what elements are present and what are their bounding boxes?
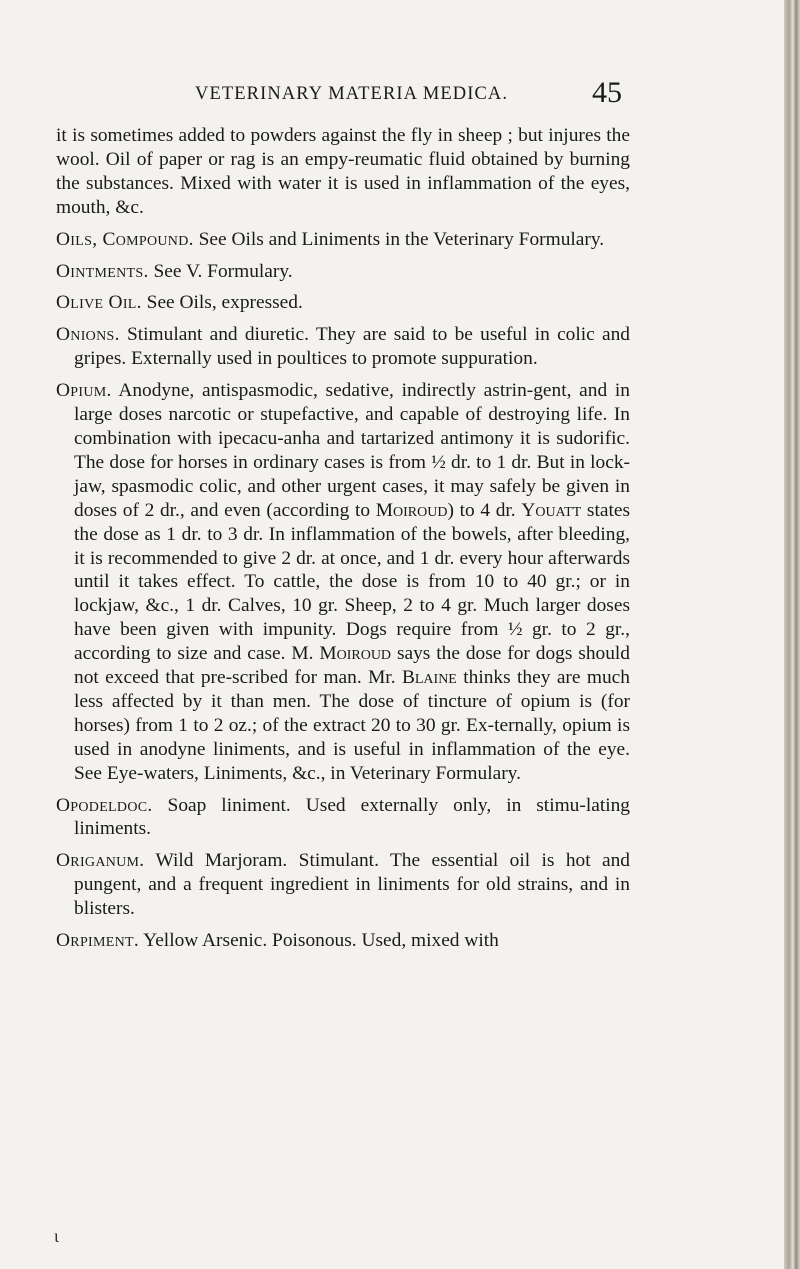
entry-headword: Origanum. [56, 850, 145, 872]
entry-headword: Oils, Compound. [56, 228, 194, 250]
entry-text: ) to 4 dr. [447, 499, 516, 521]
page-number: 45 [592, 76, 622, 109]
entry-text: See V. Formulary. [153, 260, 293, 282]
entry-text: it is sometimes added to powders against the fly in sheep ; but injures the wool. Oil of paper or rag is an empy-reumatic fluid obtained by burning the substances. Mixed with water it is used in inflammation of the eyes, mouth, &c. [56, 125, 630, 218]
running-header [0, 78, 800, 108]
entry-text: thinks they are much less affected by it than men. The dose of tincture of opium is (for horses) from 1 to 2 oz.; of the extract 20 to 30 gr. Ex-ternally, opium is used in anodyne liniments, and is useful in inflammation of the eye. See Eye-waters, Liniments, &c., in Veterinary Formulary. [74, 667, 630, 784]
entry-text: Wild Marjoram. Stimulant. The essential oil is hot and pungent, and a frequent ingredient in liniments for old strains, and in blisters. [74, 850, 630, 920]
entry-headword: Orpiment. [56, 930, 139, 952]
entry-headword: Olive Oil. [56, 292, 142, 314]
entry-headword: Ointments. [56, 260, 149, 282]
entry-opium [56, 379, 630, 785]
entry-origanum [56, 849, 630, 921]
author-name: Blaine [401, 667, 457, 689]
entry-orpiment [56, 929, 630, 953]
entry-text: says the dose for dogs should not exceed that pre-scribed for man. Mr. [74, 643, 631, 689]
print-speck-mark: ɩ [54, 1226, 59, 1246]
header-title: VETERINARY MATERIA MEDICA. [195, 84, 509, 104]
entry-headword: Onions. [56, 324, 120, 346]
entry-text: Yellow Arsenic. Poisonous. Used, mixed with [143, 930, 499, 952]
entry-olive-oil [56, 291, 630, 315]
entry-text: Soap liniment. Used externally only, in stimu-lating liniments. [74, 794, 630, 840]
author-name: Moiroud [319, 643, 392, 665]
entry-onions [56, 323, 630, 371]
entry-text: Anodyne, antispasmodic, sedative, indirectly astrin-gent, and in large doses narcotic or stupefactive, and capable of destroying life. In combination with ipecacu-anha and tartarized antimony it is sudorific. The dose for horses in ordinary cases is from ½ dr. to 1 dr. But in lock-jaw, spasmodic colic, and other urgent cases, it may safely be given in doses of 2 dr., and even (according to [74, 380, 630, 521]
entry-oils-compound [56, 228, 630, 252]
entry-ointments [56, 260, 630, 284]
author-name: Moiroud [375, 499, 448, 521]
entry-opodeldoc [56, 794, 630, 842]
entry-headword: Opium. [56, 380, 112, 402]
entry-headword: Opodeldoc. [56, 794, 153, 816]
body-text [56, 124, 630, 961]
entry-text: Stimulant and diuretic. They are said to be useful in colic and gripes. Externally used in poultices to promote suppuration. [74, 324, 630, 370]
entry-text: states the dose as 1 dr. to 3 dr. In inflammation of the bowels, after bleeding, it is recommended to give 2 dr. at once, and 1 dr. every hour afterwards until it takes effect. To cattle, the dose is from 10 to 40 gr.; or in lockjaw, &c., 1 dr. Calves, 10 gr. Sheep, 2 to 4 gr. Much larger doses have been given with impunity. Dogs require from ½ gr. to 2 gr., according to size and case. M. [74, 499, 630, 665]
entry-oil-continuation [56, 124, 630, 220]
entry-text: See Oils, expressed. [146, 292, 303, 314]
entry-text: See Oils and Liniments in the Veterinary Formulary. [198, 228, 605, 250]
page-binding-edge [784, 0, 800, 1269]
author-name: Youatt [521, 499, 582, 521]
